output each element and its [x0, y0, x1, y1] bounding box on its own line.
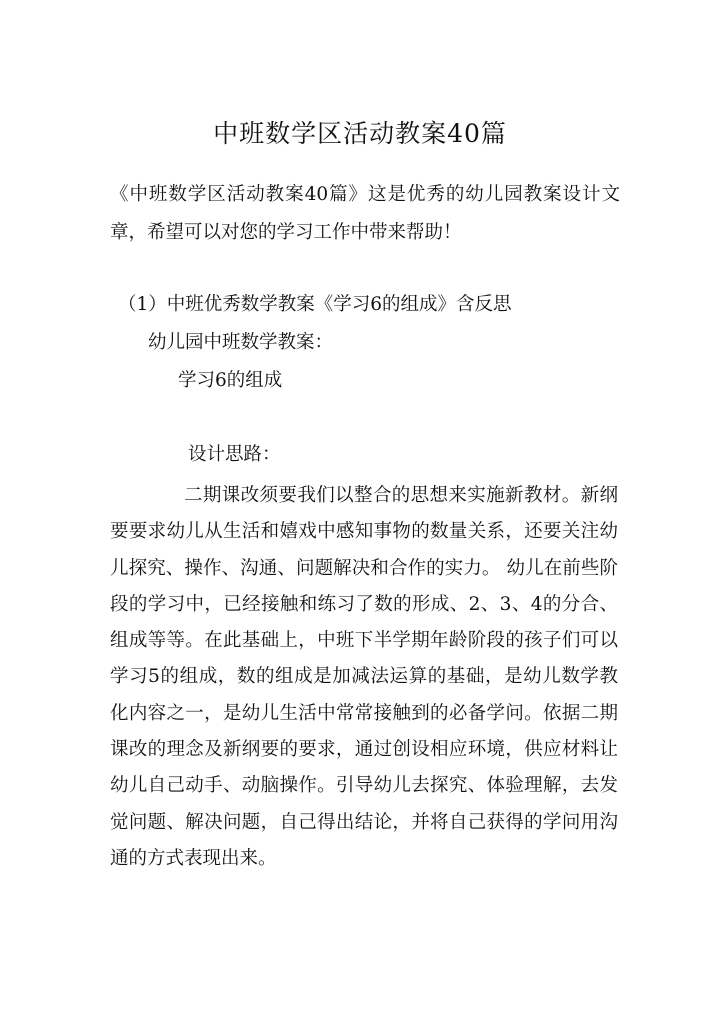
body-paragraph: 二期课改须要我们以整合的思想来实施新教材。新纲要要求幼儿从生活和嬉戏中感知事物的数量关系，还要关注幼儿探究、操作、沟通、问题解决和合作的实力。 幼儿在前些阶段的学习中，已经接触和练习了数的形成、2、3、4的分合、组成等等。在此基础上，中班下半学期年龄阶段的孩子们可以学习5的组成，数的组成是加减法运算的基础，是幼儿数学教化内容之一，是幼儿生活中常常接触到的必备学问。依据二期课改的理念及新纲要的要求，通过创设相应环境，供应材料让幼儿自己动手、动脑操作。引导幼儿去探究、体验理解，去发觉问题、解决问题，自己得出结论，并将自己获得的学问用沟通的方式表现出来。: [110, 485, 618, 869]
section-heading: （1）中班优秀数学教案《学习6的组成》含反思: [118, 294, 512, 315]
lesson-title: 学习6的组成: [178, 370, 283, 391]
intro-paragraph: 《中班数学区活动教案40篇》这是优秀的幼儿园教案设计文章，希望可以对您的学习工作中带来帮助！: [110, 184, 620, 243]
design-label: 设计思路：: [188, 444, 281, 465]
document-title: 中班数学区活动教案40篇: [213, 119, 507, 148]
subheading: 幼儿园中班数学教案：: [148, 332, 334, 353]
